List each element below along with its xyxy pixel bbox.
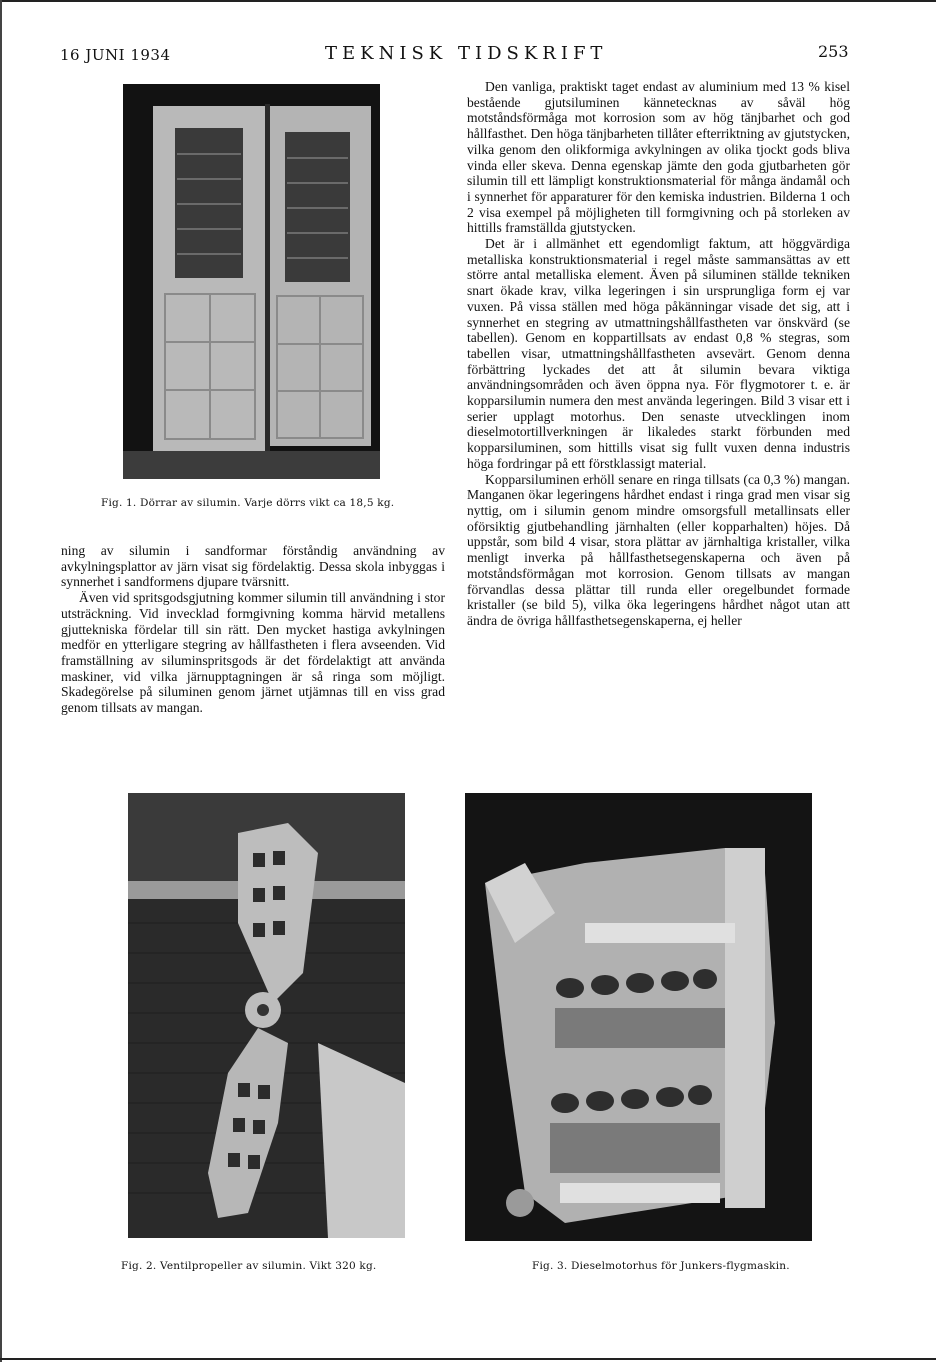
figure-1-caption: Fig. 1. Dörrar av silumin. Varje dörrs vikt ca 18,5 kg. bbox=[101, 497, 395, 509]
left-paragraph-1: ning av silumin i sandformar förståndig användning av avkylningsplattor av järn visat sig fördelaktig. Dessa skola inbyggas i synnerhet i sandformens djupare tvärsnitt. bbox=[61, 543, 445, 590]
right-paragraph-3: Kopparsiluminen erhöll senare en ringa tillsats (ca 0,3 %) mangan. Manganen ökar legeringens hårdhet endast i ringa grad men visar sig nyttig, om i silumin genom mindre omsorgsfull metallinsats eller oförsiktig gjutbehandling järnhalten (eller kopparhalten) höjes. Då uppstår, som bild 4 visar, stora plättar av järnhaltiga kristaller, vilka menligt inverka på hållfasthetsegenskaperna och även på motståndsförmågan mot korrosion. Genom tillsats av mangan förvandlas dessa plättar till runda eller oregelbundet formade kristaller (se bild 5), vilka öka legeringens hårdhet något utan att ändra de övriga hållfasthetsegenskaperna, ej heller bbox=[467, 471, 850, 628]
figure-1-doors-photo bbox=[123, 84, 380, 479]
left-column-text bbox=[61, 543, 445, 716]
right-paragraph-1: Den vanliga, praktiskt taget endast av aluminium med 13 % kisel bestående gjutsiluminen kännetecknas av såväl hög motståndsförmåga mot korrosion som av hög tänjbarhet och god hållfasthet. Den höga tänjbarheten tillåter efterriktning av gjutstycken, vilka genom den olikformiga avkylningen av olika tjockt gods bliva vinda eller skeva. Denna egenskap jämte den goda gjutbarheten gör silumin till ett lämpligt konstruktionsmaterial för många ändamål och i synnerhet för apparaturer för den kemiska industrien. Bilderna 1 och 2 visa exempel på möjligheten till formgivning och på storleken av hittills framställda gjutstycken. bbox=[467, 79, 850, 236]
right-column-text bbox=[467, 79, 850, 629]
page-edge-bottom bbox=[0, 1358, 936, 1360]
page-number: 253 bbox=[818, 42, 849, 61]
journal-title: TEKNISK TIDSKRIFT bbox=[325, 43, 608, 64]
figure-2-propeller-photo bbox=[128, 793, 405, 1238]
left-paragraph-2: Även vid spritsgodsgjutning kommer silumin till användning i stor utsträckning. Vid invecklad formgivning komma härvid metallens gjuttekniska fördelar till sin rätt. Den mycket hastiga avkylningen medför en ytterligare stegring av hållfastheten i flera avseenden. Vid framställning av siluminspritsgods är det fördelaktigt att använda maskiner, vid vilka järnupptagningen är så ringa som möjligt. Skadegörelse på siluminen genom järnet utjämnas till en viss grad genom tillsats av mangan. bbox=[61, 590, 445, 716]
figure-3-engine-housing-photo bbox=[465, 793, 812, 1241]
page-edge-top bbox=[0, 0, 936, 2]
header-date: 16 JUNI 1934 bbox=[60, 46, 171, 64]
figure-3-caption: Fig. 3. Dieselmotorhus för Junkers-flygmaskin. bbox=[532, 1260, 790, 1272]
right-paragraph-2: Det är i allmänhet ett egendomligt faktum, att höggvärdiga metalliska konstruktionsmaterial i regel måste sammansättas av ett större antal metalliska element. Även på siluminen ställde tekniken snart ökade krav, vilka legeringen i sin ursprungliga form ej var vuxen. På vissa ställen med höga påkänningar visade det sig, att i synnerhet en stegring av utmattningshållfastheten var önskvärd (se tabellen). Genom en koppartillsats av endast 0,8 % stegras, som tabellen visar, utmattningshållfastheten avsevärt. Genom denna förbättring lyckades det att åt silumin bevara viktiga användningsområden och även öppna nya. För flygmotorer t. e. är kopparsilumin numera den mest använda legeringen. Bild 3 visar ett i serier upplagt motorhus. Den senaste utvecklingen inom dieselmotortillverkningen är likaledes starkt förbunden med kopparsiluminen, som hittills visat sig fullt vuxen denna industris höga fordringar på ett förstklassigt material. bbox=[467, 236, 850, 471]
figure-2-caption: Fig. 2. Ventilpropeller av silumin. Vikt 320 kg. bbox=[121, 1260, 377, 1272]
page-edge-left bbox=[0, 0, 2, 1362]
